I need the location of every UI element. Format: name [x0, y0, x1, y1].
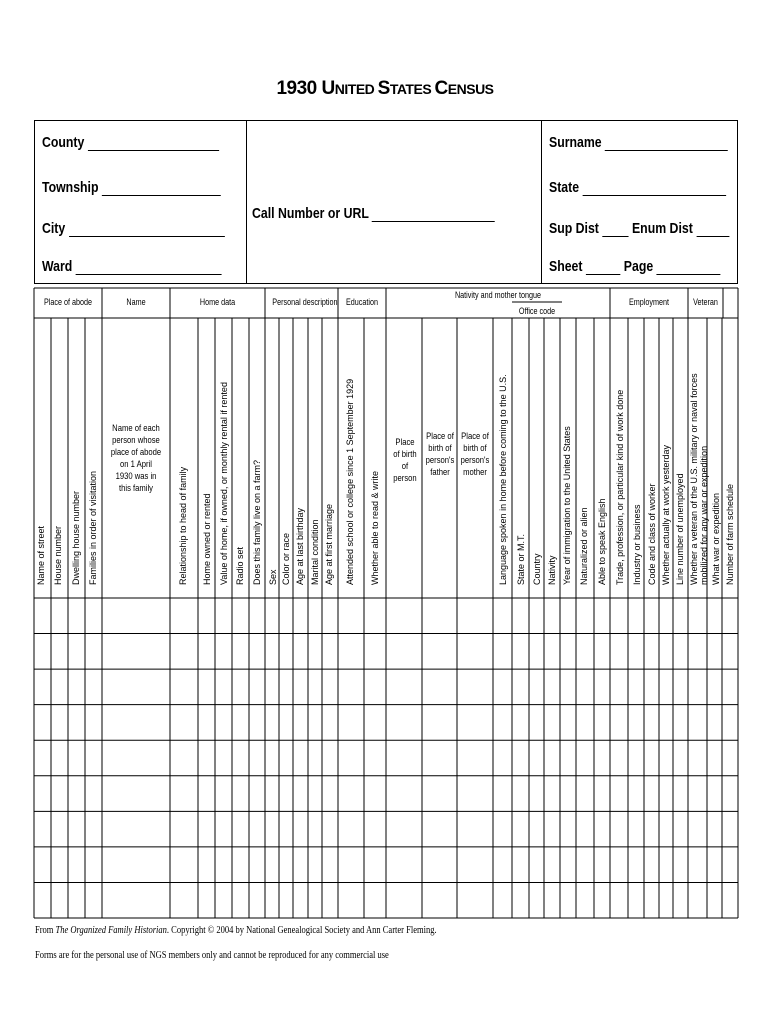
col-nativity: Nativity [547, 555, 557, 585]
col-year-immigration: Year of immigration to the United States [562, 426, 572, 585]
col-line-unemployed: Line number of unemployed [675, 473, 685, 585]
page-title: 1930 UNITED STATES CENSUS [276, 78, 494, 99]
col-farm: Does this family live on a farm? [252, 459, 262, 585]
col-birth-mother: Place of birth of person's mother [460, 431, 490, 477]
col-language: Language spoken in home before coming to the U.S. [498, 374, 508, 585]
group-employment: Employment [628, 297, 670, 307]
group-veteran: Veteran [693, 297, 718, 307]
footer-notice: Forms are for the personal use of NGS members only and cannot be reproduced for any commercial use [35, 950, 389, 961]
sheet-page-field[interactable]: Sheet Page [549, 258, 721, 275]
col-marital: Marital condition [310, 519, 320, 585]
col-state-mt: State or M.T. [516, 533, 526, 585]
col-dwelling-house-number: Dwelling house number [71, 490, 81, 585]
col-families-order: Families in order of visitation [88, 470, 98, 585]
col-farm-schedule: Number of farm schedule [725, 483, 735, 585]
col-birth-father: Place of birth of person's father [425, 431, 455, 477]
surname-field[interactable]: Surname [549, 134, 728, 151]
group-nativity: Nativity and mother tongue [454, 290, 542, 300]
col-relationship: Relationship to head of family [178, 466, 188, 585]
district-field[interactable]: Sup Dist Enum Dist [549, 220, 729, 237]
col-radio-set: Radio set [235, 546, 245, 585]
col-class-worker: Code and class of worker [647, 483, 657, 585]
group-place-of-abode: Place of abode [43, 297, 93, 307]
col-birth-person: Place of birth of person [393, 437, 417, 483]
col-trade: Trade, profession, or particular kind of work done [615, 389, 625, 585]
col-attended-school: Attended school or college since 1 September 1929 [345, 378, 355, 585]
col-what-war: What war or expedition [711, 492, 721, 585]
group-office-code: Office code [518, 306, 556, 316]
col-at-work: Whether actually at work yesterday [661, 444, 671, 585]
col-naturalized: Naturalized or alien [579, 507, 589, 585]
col-value-of-home: Value of home, if owned, or monthly rental if rented [219, 382, 229, 585]
col-name-of-each-person: Name of each person whose place of abode on 1 April 1930 was in this family [110, 423, 162, 493]
group-name: Name [126, 297, 146, 307]
col-industry: Industry or business [632, 504, 642, 585]
city-field[interactable]: City [42, 220, 224, 237]
county-field[interactable]: County [42, 134, 219, 151]
group-home-data: Home data [199, 297, 236, 307]
group-education: Education [345, 297, 379, 307]
col-veteran: Whether a veteran of the U.S. military or naval forces mobilized for any war or expedition [689, 373, 709, 585]
group-personal-description: Personal description [272, 297, 338, 307]
col-age: Age at last birthday [295, 507, 305, 585]
col-country: Country [532, 553, 542, 585]
col-house-number: House number [53, 525, 63, 585]
col-color: Color or race [281, 532, 291, 585]
col-sex: Sex [268, 569, 278, 585]
col-name-of-street: Name of street [36, 525, 46, 585]
township-field[interactable]: Township [42, 179, 221, 196]
col-home-owned: Home owned or rented [202, 493, 212, 585]
col-speak-english: Able to speak English [597, 498, 607, 585]
state-field[interactable]: State [549, 179, 726, 196]
ward-field[interactable]: Ward [42, 258, 222, 275]
footer-copyright: From The Organized Family Historian. Copyright © 2004 by National Genealogical Society and Ann Carter Fleming. [35, 925, 437, 936]
call-number-field[interactable]: Call Number or URL [252, 205, 495, 222]
col-read-write: Whether able to read & write [370, 470, 380, 585]
col-age-first-marriage: Age at first marriage [324, 503, 334, 585]
